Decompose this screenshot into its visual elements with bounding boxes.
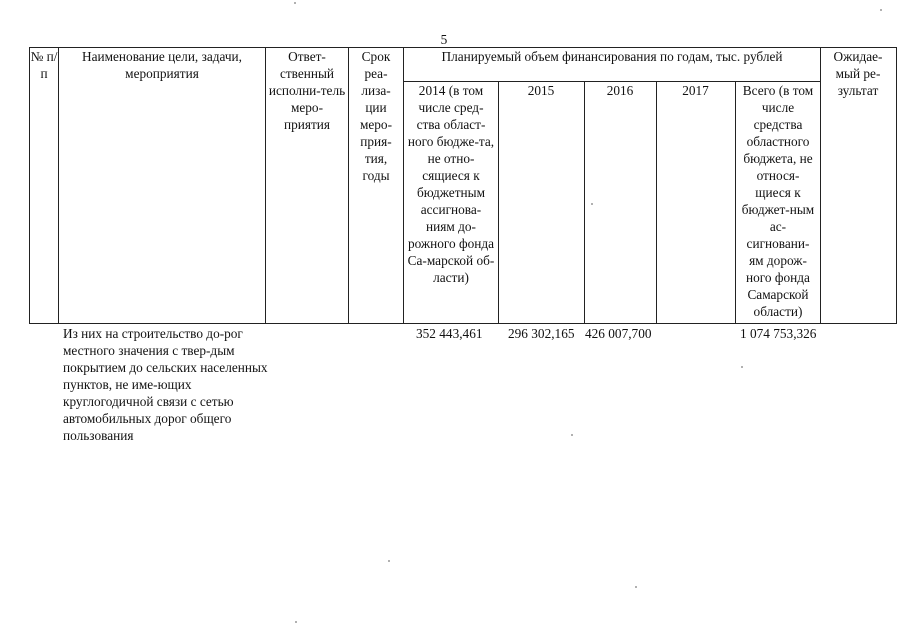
scan-speck xyxy=(880,9,882,11)
row-value-2015: 296 302,165 xyxy=(508,326,575,341)
header-year-total: Всего (в том числе средства областного бюджета, не относя-щиеся к бюджет-ным ас-сигновани-ям дорож-ного фонда Самарской области) xyxy=(741,83,815,319)
scan-speck xyxy=(591,203,593,205)
header-year-2015: 2015 xyxy=(527,83,555,98)
col-border-2014 xyxy=(498,81,499,324)
header-funding: Планируемый объем финансирования по годам, тыс. рублей xyxy=(441,49,783,64)
col-border-funding xyxy=(820,47,821,324)
header-year-2016: 2016 xyxy=(606,83,634,98)
header-year-2017: 2017 xyxy=(682,83,709,98)
table-header-bottom-border xyxy=(29,323,897,324)
row-value-2016: 426 007,700 xyxy=(585,326,652,341)
col-border-left xyxy=(29,47,30,324)
scan-speck xyxy=(294,2,296,4)
col-border-num xyxy=(58,47,59,324)
col-border-2015 xyxy=(584,81,585,324)
row-value-total: 1 074 753,326 xyxy=(740,326,817,341)
col-border-responsible xyxy=(348,47,349,324)
row-value-2014: 352 443,461 xyxy=(416,326,483,341)
scan-speck xyxy=(571,434,573,436)
scan-speck xyxy=(295,621,297,623)
header-responsible: Ответ-ственный исполни-тель меро-приятия xyxy=(268,49,346,132)
col-border-name xyxy=(265,47,266,324)
header-term: Срок реа-лиза-ции меро-прия-тия, годы xyxy=(359,49,393,183)
header-name: Наименование цели, задачи, мероприятия xyxy=(82,49,242,81)
header-num: № п/п xyxy=(30,49,58,81)
scan-speck xyxy=(635,586,637,588)
col-border-2016 xyxy=(656,81,657,324)
header-year-2014: 2014 (в том числе сред-ства област-ного бюдже-та, не отно-сящиеся к бюджетным ассигнова-ниям до-рожного фонда Са-марской об-ласти) xyxy=(407,83,495,285)
col-border-right xyxy=(896,47,897,324)
col-border-term xyxy=(403,47,404,324)
scan-speck xyxy=(388,560,390,562)
header-result: Ожидае-мый ре-зультат xyxy=(833,49,883,98)
scan-speck xyxy=(741,366,743,368)
row-name: Из них на строительство до-рог местного значения с твер-дым покрытием до сельских населенных пунктов, не име-ющих круглогодичной связи с сетью автомобильных дорог общего пользования xyxy=(63,326,268,443)
page-number: 5 xyxy=(440,32,448,47)
col-border-2017 xyxy=(735,81,736,324)
